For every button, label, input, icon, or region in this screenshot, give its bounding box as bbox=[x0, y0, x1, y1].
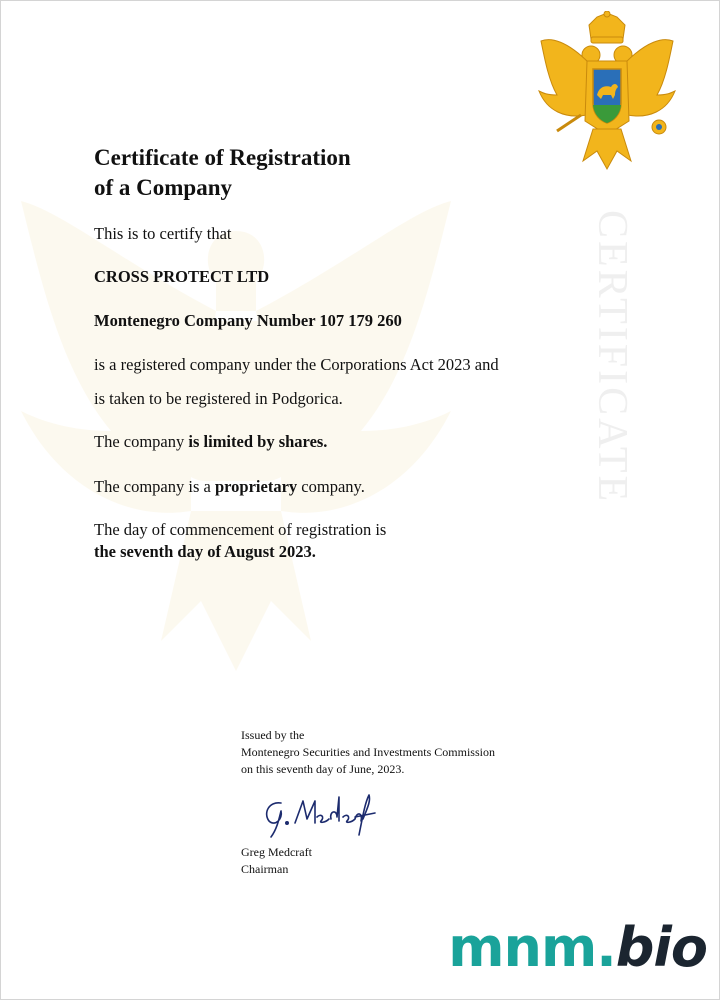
limited-prefix: The company bbox=[94, 432, 189, 451]
issued-by-line-1: Issued by the bbox=[241, 728, 305, 742]
certificate-title bbox=[94, 143, 351, 203]
commencement-line-1: The day of commencement of registration is bbox=[94, 520, 387, 539]
registered-line-2: is taken to be registered in Podgorica. bbox=[94, 389, 343, 408]
proprietary-bold: proprietary bbox=[214, 477, 298, 496]
signer-role: Chairman bbox=[241, 862, 289, 876]
intro-text: This is to certify that bbox=[94, 224, 232, 243]
brand-logo-part-1: mnm. bbox=[448, 916, 616, 979]
limited-bold: is limited by shares. bbox=[188, 432, 328, 451]
issued-by-line-2: Montenegro Securities and Investments Commission bbox=[241, 745, 495, 759]
proprietary-statement bbox=[94, 476, 365, 498]
limited-statement bbox=[94, 431, 327, 453]
company-name: CROSS PROTECT LTD bbox=[94, 267, 270, 286]
proprietary-suffix: company. bbox=[297, 477, 365, 496]
brand-logo bbox=[448, 915, 707, 981]
signer-name: Greg Medcraft bbox=[241, 845, 312, 859]
proprietary-prefix: The company is a bbox=[94, 477, 215, 496]
title-line-2: of a Company bbox=[94, 175, 233, 200]
brand-logo-part-2: bio bbox=[615, 916, 707, 979]
montenegro-coat-of-arms-icon bbox=[537, 11, 677, 171]
company-number: Montenegro Company Number 107 179 260 bbox=[94, 311, 402, 330]
issued-by-line-3: on this seventh day of June, 2023. bbox=[241, 762, 405, 776]
commencement-date: the seventh day of August 2023. bbox=[94, 542, 316, 561]
certificate-side-watermark: CERTIFICATE bbox=[589, 209, 635, 505]
registered-line-1: is a registered company under the Corporations Act 2023 and bbox=[94, 355, 499, 374]
signature-image bbox=[259, 789, 379, 841]
title-line-1: Certificate of Registration bbox=[94, 145, 351, 170]
